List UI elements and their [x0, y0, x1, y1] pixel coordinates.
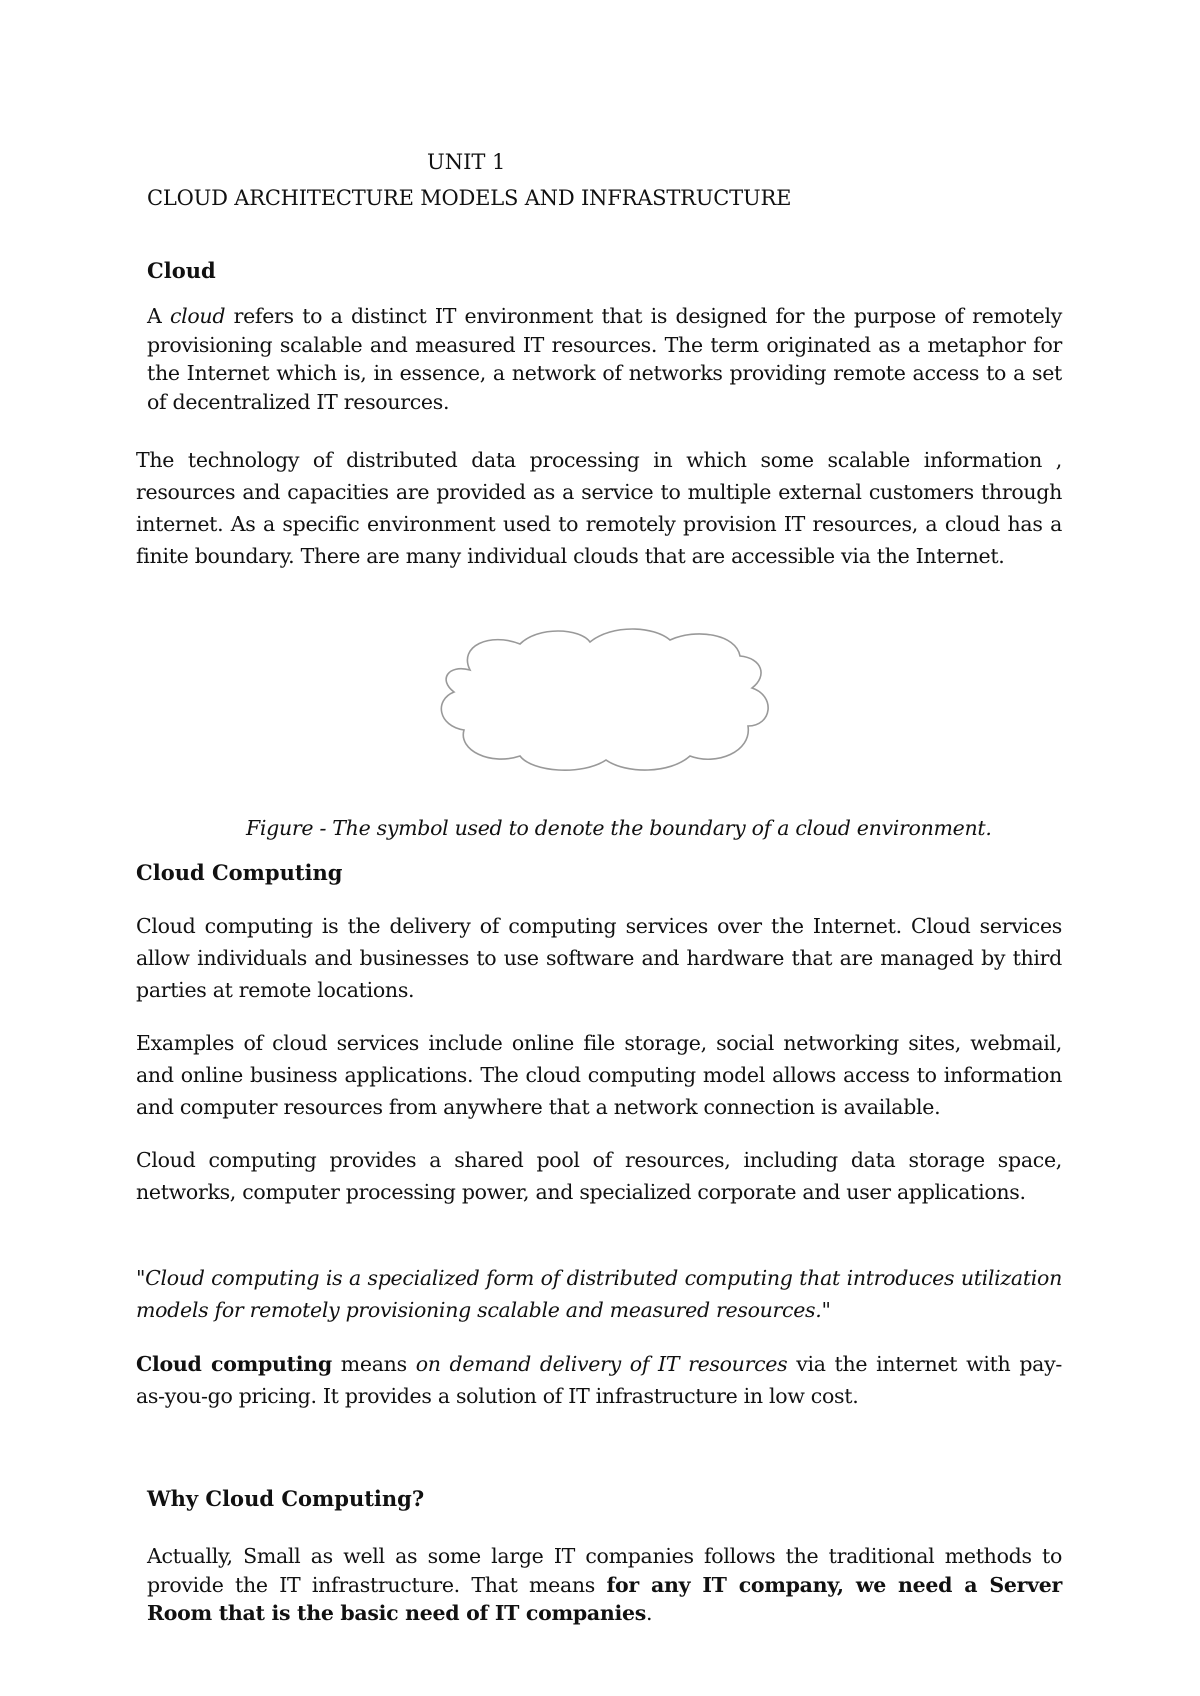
cloud-def-rest: refers to a distinct IT environment that is designed for the purpose of remotely provisioning scalable and measured IT resources. The term originated as a metaphor for the Internet which is, in essence, a network of networks providing remote access to a set of decentralized IT resources.: [147, 304, 1062, 414]
cloud-def-prefix: A: [147, 304, 170, 328]
on-demand-phrase: on demand delivery of IT resources: [415, 1352, 788, 1376]
cloud-computing-paragraph-4: [136, 1348, 1062, 1412]
cloud-computing-paragraph-1: Cloud computing is the delivery of computing services over the Internet. Cloud services allow individuals and businesses to use software and hardware that are managed by third parties at remote locations.: [136, 914, 1062, 1002]
p4-mid-text: means: [331, 1352, 416, 1376]
p4-rest-text: via the internet with pay- as-you-go pricing. It provides a solution of IT infrastructure in low cost.: [136, 1352, 1062, 1408]
cloud-boundary-icon: [430, 622, 782, 772]
figure-caption: Figure - The symbol used to denote the boundary of a cloud environment.: [246, 816, 992, 840]
section-heading-why-cloud: Why Cloud Computing?: [147, 1486, 425, 1511]
cloud-computing-quote: "Cloud computing is a specialized form of distributed computing that introduces utilization models for remotely provisioning scalable and measured resources.": [136, 1266, 1062, 1322]
cloud-computing-term: Cloud computing: [136, 1352, 332, 1376]
section-heading-cloud: Cloud: [147, 258, 216, 283]
section-heading-cloud-computing: Cloud Computing: [136, 860, 343, 885]
cloud-technology-paragraph: The technology of distributed data processing in which some scalable information , resources and capacities are provided as a service to multiple external customers through internet. As a specific environment used to remotely provision IT resources, a cloud has a finite boundary. There are many individual clouds that are accessible via the Internet.: [136, 448, 1062, 568]
why-cloud-paragraph: [147, 1542, 1062, 1628]
why-end-text: .: [645, 1601, 653, 1625]
cloud-computing-paragraph-2: Examples of cloud services include online file storage, social networking sites, webmail, and online business applications. The cloud computing model allows access to information and computer resources from anywhere that a network connection is available.: [136, 1031, 1062, 1119]
why-bold-text: for any IT company, we need a Server Room that is the basic need of IT companies: [147, 1572, 1062, 1625]
why-plain-text: Actually, Small as well as some large IT companies follows the traditional methods to provide the IT infrastructure. That means: [147, 1544, 1062, 1597]
document-title: CLOUD ARCHITECTURE MODELS AND INFRASTRUCTURE: [147, 186, 792, 210]
cloud-definition-paragraph: [147, 302, 1062, 416]
cloud-computing-paragraph-3: Cloud computing provides a shared pool of resources, including data storage space, networks, computer processing power, and specialized corporate and user applications.: [136, 1148, 1062, 1204]
unit-heading: UNIT 1: [427, 150, 506, 174]
cloud-term: cloud: [169, 304, 226, 328]
